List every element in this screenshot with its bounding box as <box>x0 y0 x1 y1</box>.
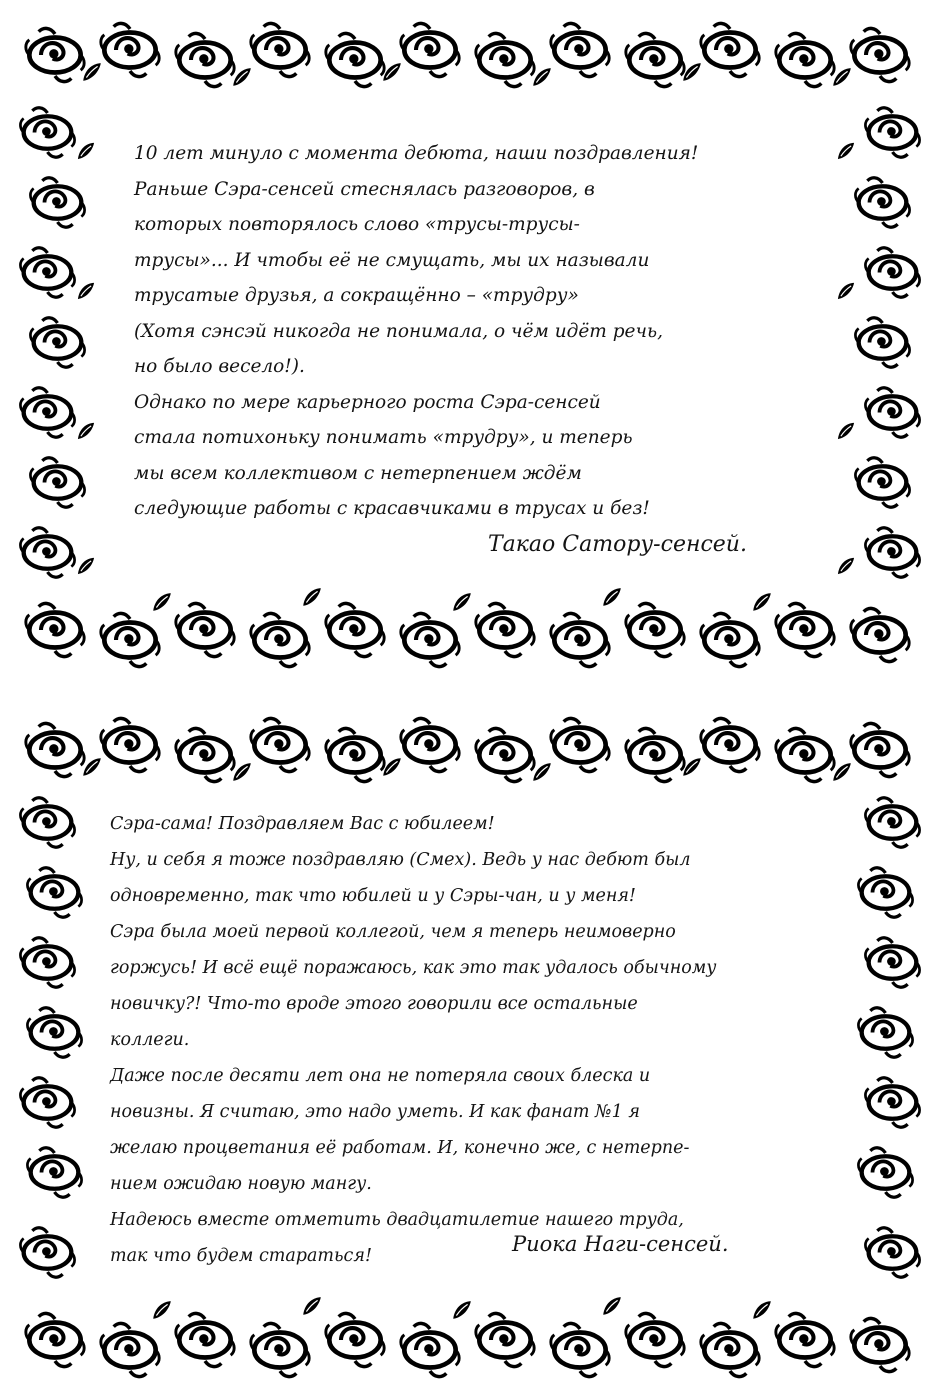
letter-line: одновременно, так что юбилей и у Сэры-чан, и у меня! <box>110 886 636 906</box>
letter-line: следующие работы с красавчиками в трусах и без! <box>134 498 650 519</box>
letter-line: так что будем стараться! <box>110 1246 372 1266</box>
letter-line: желаю процветания её работам. И, конечно же, с нетерпе- <box>110 1138 690 1158</box>
letter-line: новизны. Я считаю, это надо уметь. И как фанат №1 я <box>110 1102 640 1122</box>
letter-line: (Хотя сэнсэй никогда не понимала, о чём идёт речь, <box>134 320 663 342</box>
letter-line: горжусь! И всё ещё поражаюсь, как это так удалось обычному <box>110 958 717 978</box>
letter-line: Даже после десяти лет она не потеряла своих блеска и <box>110 1066 651 1086</box>
letter-line: нием ожидаю новую мангу. <box>110 1174 372 1194</box>
letter-line: трусатые друзья, а сокращённо – «трудру» <box>134 285 579 306</box>
letter-line: Ну, и себя я тоже поздравляю (Смех). Ведь у нас дебют был <box>110 850 691 870</box>
letter-line: коллеги. <box>110 1030 190 1050</box>
letter-1-body <box>134 136 698 527</box>
letter-line: Сэра была моей первой коллегой, чем я теперь неимоверно <box>110 922 676 942</box>
letter-line: 10 лет минуло с момента дебюта, наши поздравления! <box>134 143 699 164</box>
letter-line: стала потихоньку понимать «трудру», и теперь <box>134 427 633 448</box>
letter-line: Раньше Сэра-сенсей стеснялась разговоров, в <box>134 178 595 200</box>
letter-line: но было весело!). <box>134 356 305 377</box>
letter-line: Сэра-сама! Поздравляем Вас с юбилеем! <box>110 814 495 834</box>
letter-line: новичку?! Что-то вроде этого говорили все остальные <box>110 994 638 1014</box>
letter-1-signature: Такао Сатору-сенсей. <box>488 532 747 557</box>
letter-2-body <box>110 806 716 1274</box>
letter-line: Однако по мере карьерного роста Сэра-сенсей <box>134 391 601 413</box>
letter-line: трусы»... И чтобы её не смущать, мы их называли <box>134 249 650 271</box>
letter-2-signature: Риока Наги-сенсей. <box>512 1232 729 1256</box>
letter-line: которых повторялось слово «трусы-трусы- <box>134 214 580 235</box>
letter-line: мы всем коллективом с нетерпением ждём <box>134 462 582 484</box>
letter-line: Надеюсь вместе отметить двадцатилетие нашего труда, <box>110 1210 684 1230</box>
